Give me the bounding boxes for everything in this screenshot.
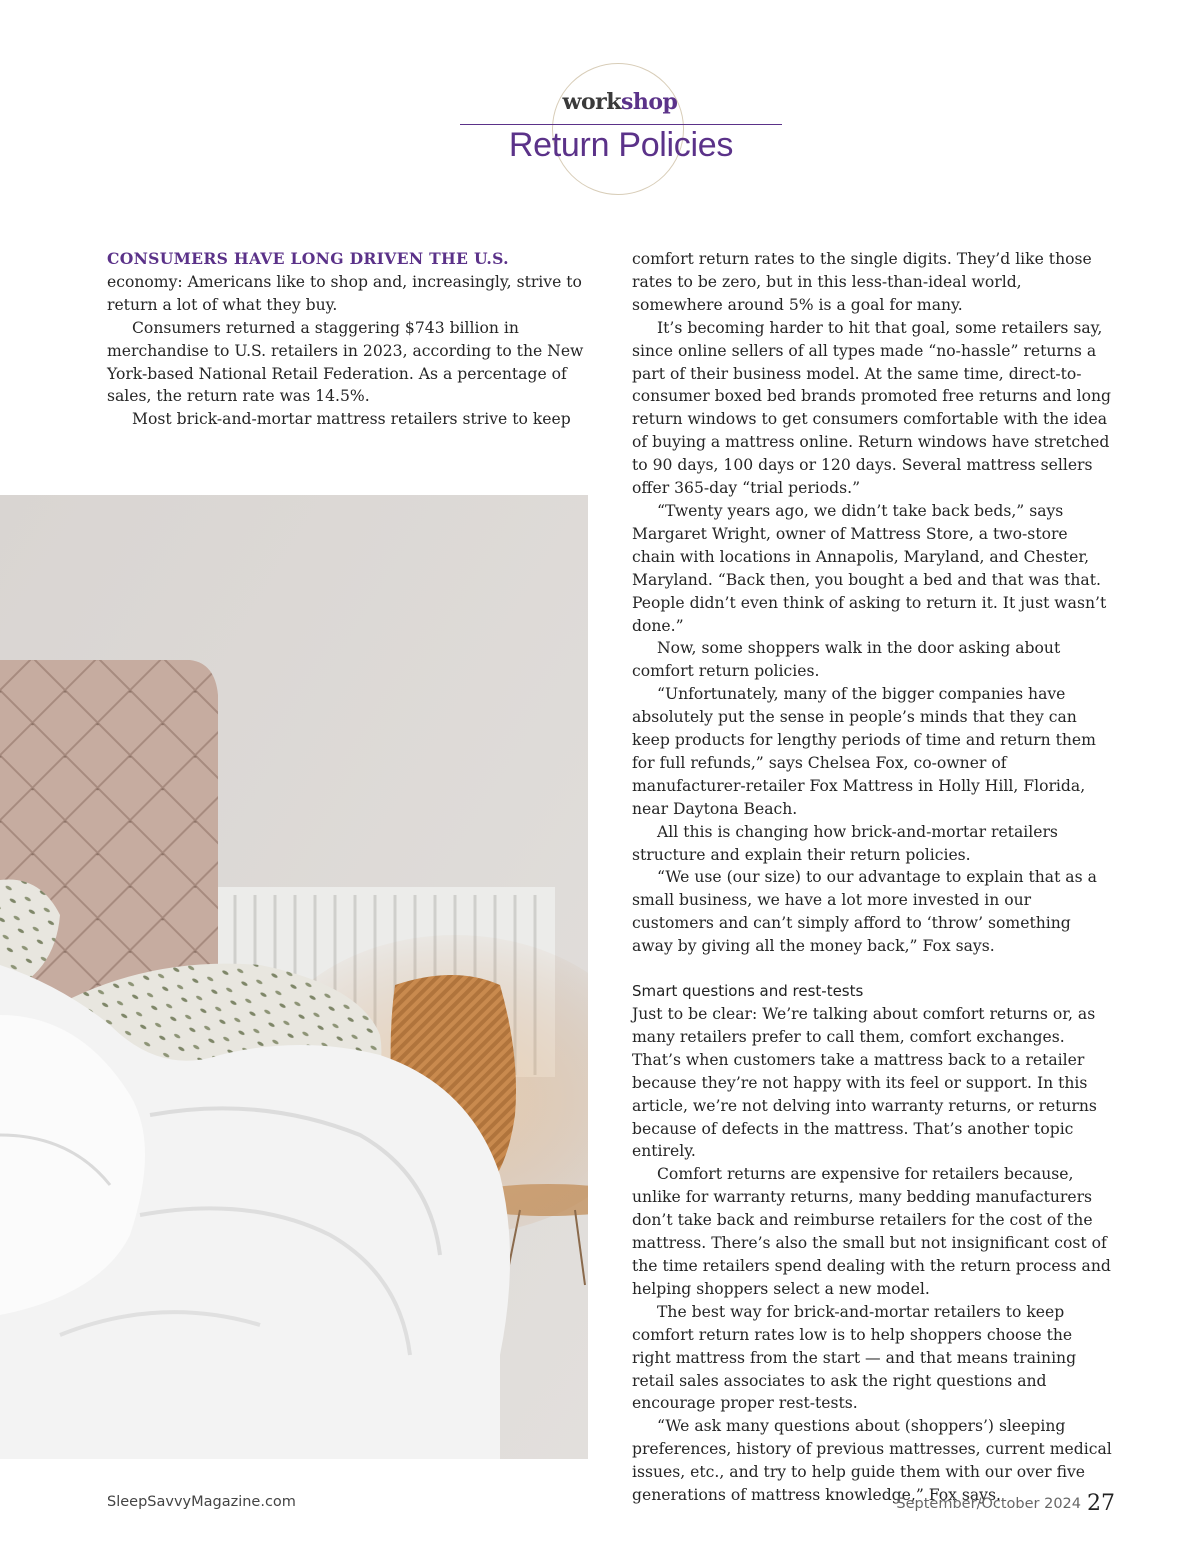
page-title: Return Policies [508,126,734,164]
body-paragraph: “Unfortunately, many of the bigger companies have absolutely put the sense in people’s minds that they can keep products for lengthy periods of time and return them for full refunds,” says Chelsea Fox, co-owner of manufacturer-retailer Fox Mattress in Holly Hill, Florida, near Daytona Beach. [632,685,1096,818]
body-paragraph: The best way for brick-and-mortar retailers to keep comfort return rates low is to help shoppers choose the right mattress from the start — and that means training retail sales associates to ask the right questions and encourage proper rest-tests. [632,1302,1077,1413]
footer-issue [896,1491,1115,1516]
body-paragraph: Comfort returns are expensive for retailers because, unlike for warranty returns, many bedding manufacturers don’t take back and reimburse retailers for the cost of the mattress. There’s also the small but not insignificant cost of the time retailers spend dealing with the return process and helping shoppers select a new model. [632,1165,1111,1298]
footer-site: SleepSavvyMagazine.com [107,1494,296,1510]
body-paragraph: “We use (our size) to our advantage to explain that as a small business, we have a lot more invested in our customers and can’t simply afford to ‘throw’ something away by giving all the money back,” Fox says. [632,868,1097,956]
kicker-accent: shop [621,89,678,115]
body-paragraph: Just to be clear: We’re talking about comfort returns or, as many retailers prefer to call them, comfort exchanges. That’s when customers take a mattress back to a retailer because they’re not happy with its feel or support. In this article, we’re not delving into warranty returns, or returns because of defects in the mattress. That’s another topic entirely. [632,1005,1097,1161]
bedroom-photo [0,495,588,1459]
subheading: Smart questions and rest-tests [632,982,864,1001]
lead-caps: CONSUMERS HAVE LONG DRIVEN THE U.S. [107,249,509,268]
body-paragraph: comfort return rates to the single digits. They’d like those rates to be zero, but in this less-than-ideal world, somewhere around 5% is a goal for many. [632,250,1092,314]
body-paragraph: It’s becoming harder to hit that goal, some retailers say, since online sellers of all types made “no-hassle” returns a part of their business model. At the same time, direct-to-consumer boxed bed brands promoted free returns and long return windows to get consumers comfortable with the idea of buying a mattress online. Return windows have stretched to 90 days, 100 days or 120 days. Several mattress sellers offer 365-day “trial periods.” [632,318,1112,498]
issue-date: September/October 2024 [896,1496,1081,1512]
lead-text: economy: Americans like to shop and, increasingly, strive to return a lot of what they buy. [107,272,582,314]
section-kicker [0,89,1200,115]
left-column [107,248,587,431]
body-paragraph: “Twenty years ago, we didn’t take back beds,” says Margaret Wright, owner of Mattress Store, a two-store chain with locations in Annapolis, Maryland, and Chester, Maryland. “Back then, you bought a bed and that was that. People didn’t even think of asking to return it. It just wasn’t done.” [632,501,1107,635]
body-paragraph: Most brick-and-mortar mattress retailers strive to keep [132,410,571,429]
body-paragraph: Consumers returned a staggering $743 billion in merchandise to U.S. retailers in 2023, according to the New York-based National Retail Federation. As a percentage of sales, the return rate was 14.5%. [107,318,584,406]
lead-paragraph [107,248,587,317]
body-paragraph: Now, some shoppers walk in the door asking about comfort return policies. [632,639,1061,681]
header-rule [460,124,782,125]
body-paragraph: All this is changing how brick-and-mortar retailers structure and explain their return policies. [632,822,1058,864]
page-number: 27 [1087,1491,1115,1516]
body-paragraph: “We ask many questions about (shoppers’) sleeping preferences, history of previous mattresses, current medical issues, etc., and try to help guide them with our over five generations of mattress knowledge,” Fox says. [632,1417,1112,1505]
right-column [632,248,1114,1507]
kicker-plain: work [562,89,621,115]
